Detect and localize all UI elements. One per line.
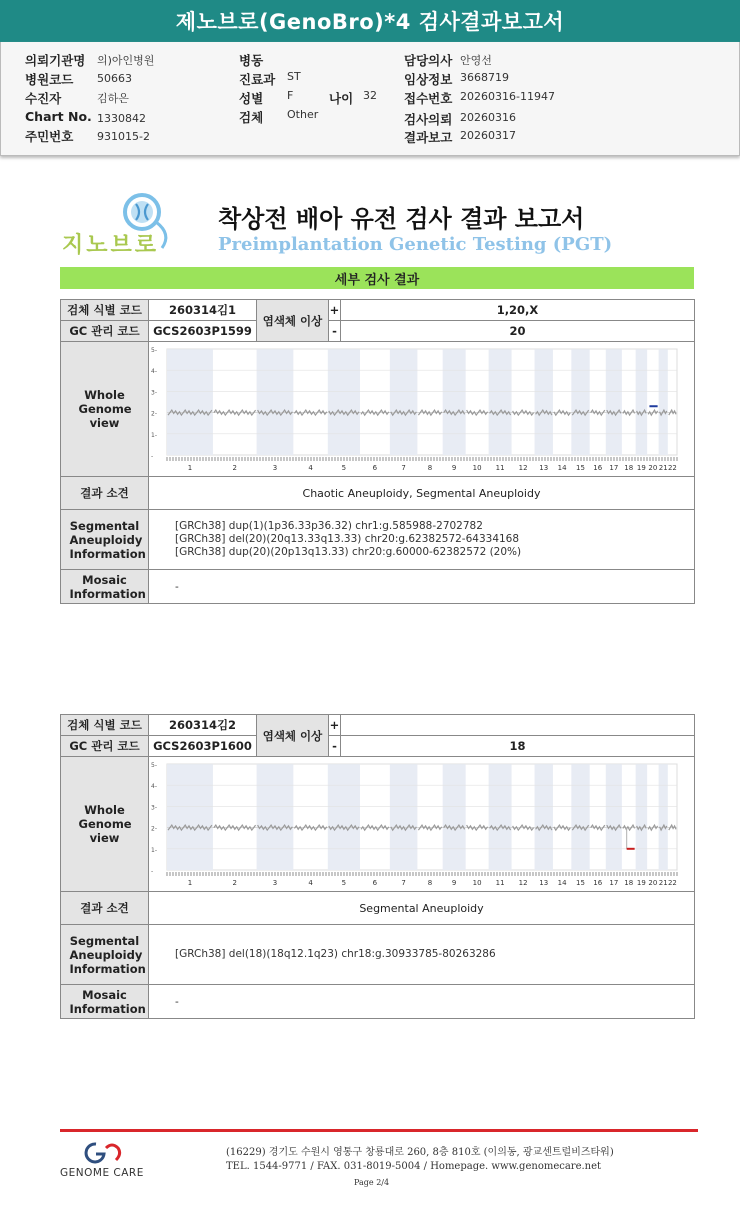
- field-value: 931015-2: [97, 130, 150, 143]
- segmental-label: Segmental Aneuploidy Information: [61, 925, 149, 985]
- chromosome-label: 12: [518, 464, 528, 472]
- field-value: 3668719: [460, 71, 509, 84]
- chromosome-band: [571, 764, 589, 870]
- chromosome-label: 5: [341, 879, 347, 887]
- chromosome-label: 13: [539, 879, 549, 887]
- chromosome-label: 8: [427, 879, 433, 887]
- gc-code-label: GC 관리 코드: [61, 736, 149, 757]
- gc-code-value: GCS2603P1599: [149, 321, 257, 342]
- company-name: GENOME CARE: [60, 1167, 144, 1179]
- minus-sign: -: [329, 321, 341, 342]
- chromosome-label: 11: [495, 464, 505, 472]
- whole-genome-chart: [149, 757, 695, 892]
- section-title: 세부 검사 결과: [60, 267, 694, 289]
- chromosome-label: 7: [401, 464, 406, 472]
- segmental-line: [GRCh38] dup(1)(1p36.33p36.32) chr1:g.585988-2702782: [175, 520, 483, 532]
- chromosome-band: [606, 764, 622, 870]
- chromosome-label: 19: [636, 879, 646, 887]
- chromosome-label: 2: [232, 464, 238, 472]
- specimen-id-label: 검체 식별 코드: [61, 300, 149, 321]
- chromosome-band: [659, 349, 668, 455]
- field-value: 안영선: [460, 54, 492, 67]
- chromosome-band: [606, 349, 622, 455]
- chromosome-label: 9: [451, 879, 457, 887]
- field-label: Chart No.: [25, 109, 92, 124]
- report-header-bar: [0, 0, 740, 42]
- chromosome-label: 1: [187, 879, 193, 887]
- y-tick-label: 4-: [151, 368, 157, 376]
- genome-care-logo: [60, 1140, 152, 1184]
- segmental-line: [GRCh38] del(18)(18q12.1q23) chr18:g.30933785-80263286: [175, 948, 496, 960]
- plus-sign: +: [329, 300, 341, 321]
- chromosome-label: 3: [272, 879, 278, 887]
- chromosome-band: [167, 349, 213, 455]
- mosaic-value: -: [149, 985, 695, 1019]
- chromosome-label: 6: [372, 464, 378, 472]
- result-label: 결과 소견: [61, 892, 149, 925]
- field-label: 의뢰기관명: [25, 53, 86, 68]
- field-value: 1330842: [97, 112, 146, 125]
- segmental-info: [149, 925, 695, 985]
- chromosome-label: 5: [341, 464, 347, 472]
- genobro-logo: [62, 192, 182, 256]
- chromosome-label: 4: [308, 879, 313, 887]
- field-value: 김하은: [97, 92, 129, 105]
- chrom-abnormality-label: 염색체 이상: [257, 300, 329, 342]
- chromosome-band: [659, 764, 668, 870]
- plus-sign: +: [329, 715, 341, 736]
- field-label: 임상정보: [404, 72, 453, 87]
- mosaic-label: Mosaic Information: [61, 985, 149, 1019]
- chromosome-label: 11: [495, 879, 505, 887]
- chromosome-label: 19: [636, 464, 646, 472]
- field-value: 32: [363, 89, 377, 102]
- plus-value: [341, 715, 695, 736]
- mosaic-label: Mosaic Information: [61, 570, 149, 604]
- chromosome-band: [257, 764, 294, 870]
- report-title: 착상전 배아 유전 검사 결과 보고서: [218, 205, 585, 233]
- whole-genome-label: Whole Genome view: [61, 342, 149, 477]
- y-tick-label: 1-: [151, 846, 157, 854]
- y-tick-label: 5-: [151, 347, 157, 354]
- segmental-line: [GRCh38] dup(20)(20p13q13.33) chr20:g.60000-62382572 (20%): [175, 546, 522, 558]
- field-value: Other: [287, 108, 319, 121]
- field-value: F: [287, 89, 294, 102]
- y-tick-label: 4-: [151, 783, 157, 791]
- chromosome-label: 13: [539, 464, 549, 472]
- field-label: 나이: [329, 91, 354, 106]
- minus-sign: -: [329, 736, 341, 757]
- field-label: 수진자: [25, 91, 62, 106]
- chromosome-label: 14: [557, 879, 567, 887]
- plot-area: [167, 349, 677, 455]
- chromosome-band: [489, 764, 512, 870]
- chromosome-label: 15: [576, 464, 585, 472]
- specimen-id-value: 260314김2: [149, 715, 257, 736]
- chrom-abnormality-label: 염색체 이상: [257, 715, 329, 757]
- whole-genome-chart: [149, 342, 695, 477]
- footer-contact-line: TEL. 1544-9771 / FAX. 031-8019-5004 / Homepage. www.genomecare.net: [226, 1161, 602, 1172]
- result-value: Segmental Aneuploidy: [149, 892, 695, 925]
- cnv-plot: [149, 343, 693, 475]
- chromosome-label: 22: [667, 464, 677, 472]
- field-label: 담당의사: [404, 53, 453, 68]
- result-label: 결과 소견: [61, 477, 149, 510]
- chromosome-label: 17: [609, 879, 619, 887]
- chromosome-label: 18: [624, 464, 634, 472]
- field-label: 성별: [239, 91, 264, 106]
- result-value: Chaotic Aneuploidy, Segmental Aneuploidy: [149, 477, 695, 510]
- genome-care-icon: [82, 1140, 128, 1166]
- plot-area: [167, 764, 677, 870]
- chromosome-label: 21: [658, 879, 668, 887]
- field-value: 의)아인병원: [97, 54, 155, 67]
- report-header-title: 제노브로(GenoBro)*4 검사결과보고서: [175, 10, 565, 34]
- chromosome-label: 7: [401, 879, 406, 887]
- y-tick-label: -: [151, 868, 154, 875]
- chromosome-label: 16: [593, 879, 603, 887]
- chromosome-label: 8: [427, 464, 433, 472]
- field-label: 결과보고: [404, 130, 453, 145]
- y-tick-label: 3-: [151, 389, 157, 397]
- chromosome-label: 20: [648, 879, 658, 887]
- chromosome-label: 10: [472, 464, 482, 472]
- field-value: 20260317: [460, 129, 516, 142]
- minus-value: 18: [341, 736, 695, 757]
- chromosome-band: [328, 349, 360, 455]
- gc-code-label: GC 관리 코드: [61, 321, 149, 342]
- chromosome-band: [328, 764, 360, 870]
- footer-address: (16229) 경기도 수원시 영통구 창룡대로 260, 8층 810호 (이의동, 광교센트럴비즈타워): [226, 1147, 614, 1158]
- y-tick-label: 1-: [151, 431, 157, 439]
- chromosome-label: 10: [472, 879, 482, 887]
- y-tick-label: 5-: [151, 762, 157, 769]
- patient-info-panel: [0, 42, 740, 156]
- whole-genome-label: Whole Genome view: [61, 757, 149, 892]
- plus-value: 1,20,X: [341, 300, 695, 321]
- chromosome-label: 14: [557, 464, 567, 472]
- chromosome-label: 12: [518, 879, 528, 887]
- chromosome-band: [535, 764, 553, 870]
- chromosome-band: [636, 764, 647, 870]
- chromosome-label: 21: [658, 464, 668, 472]
- chromosome-band: [443, 764, 466, 870]
- chromosome-label: 20: [648, 464, 658, 472]
- specimen-id-value: 260314김1: [149, 300, 257, 321]
- minus-value: 20: [341, 321, 695, 342]
- footer-divider: [60, 1129, 698, 1132]
- embryo-result-table: [60, 714, 695, 1019]
- chromosome-label: 3: [272, 464, 278, 472]
- page-number: Page 2/4: [354, 1178, 390, 1187]
- segmental-info: [149, 510, 695, 570]
- chromosome-label: 1: [187, 464, 193, 472]
- chromosome-band: [167, 764, 213, 870]
- y-tick-label: 2-: [151, 825, 157, 833]
- chromosome-label: 2: [232, 879, 238, 887]
- footer-contact: [226, 1146, 646, 1190]
- cnv-plot: [149, 758, 693, 890]
- specimen-id-label: 검체 식별 코드: [61, 715, 149, 736]
- segmental-line: [GRCh38] del(20)(20q13.33q13.33) chr20:g.62382572-64334168: [175, 533, 520, 545]
- chromosome-band: [390, 349, 418, 455]
- field-label: 병동: [239, 53, 264, 68]
- chromosome-label: 9: [451, 464, 457, 472]
- chromosome-label: 6: [372, 879, 378, 887]
- field-label: 주민번호: [25, 129, 74, 144]
- field-label: 검사의뢰: [404, 112, 453, 127]
- y-tick-label: -: [151, 453, 154, 460]
- chromosome-band: [571, 349, 589, 455]
- chromosome-band: [443, 349, 466, 455]
- gc-code-value: GCS2603P1600: [149, 736, 257, 757]
- report-subtitle: Preimplantation Genetic Testing (PGT): [218, 234, 613, 255]
- mosaic-value: -: [149, 570, 695, 604]
- chromosome-label: 4: [308, 464, 313, 472]
- chromosome-label: 22: [667, 879, 677, 887]
- field-value: 50663: [97, 72, 132, 85]
- field-label: 진료과: [239, 72, 276, 87]
- field-value: 20260316: [460, 111, 516, 124]
- logo-text: 지노브로: [62, 233, 160, 258]
- field-label: 접수번호: [404, 91, 453, 106]
- chromosome-band: [489, 349, 512, 455]
- y-tick-label: 2-: [151, 410, 157, 418]
- field-label: 검체: [239, 110, 264, 125]
- chromosome-band: [636, 349, 647, 455]
- field-value: ST: [287, 70, 301, 83]
- chromosome-band: [535, 349, 553, 455]
- chromosome-label: 16: [593, 464, 603, 472]
- field-label: 병원코드: [25, 72, 74, 87]
- chromosome-label: 15: [576, 879, 585, 887]
- chromosome-label: 18: [624, 879, 634, 887]
- chromosome-label: 17: [609, 464, 619, 472]
- chromosome-band: [257, 349, 294, 455]
- segmental-label: Segmental Aneuploidy Information: [61, 510, 149, 570]
- chromosome-band: [390, 764, 418, 870]
- y-tick-label: 3-: [151, 804, 157, 812]
- field-value: 20260316-11947: [460, 90, 555, 103]
- embryo-result-table: [60, 299, 695, 604]
